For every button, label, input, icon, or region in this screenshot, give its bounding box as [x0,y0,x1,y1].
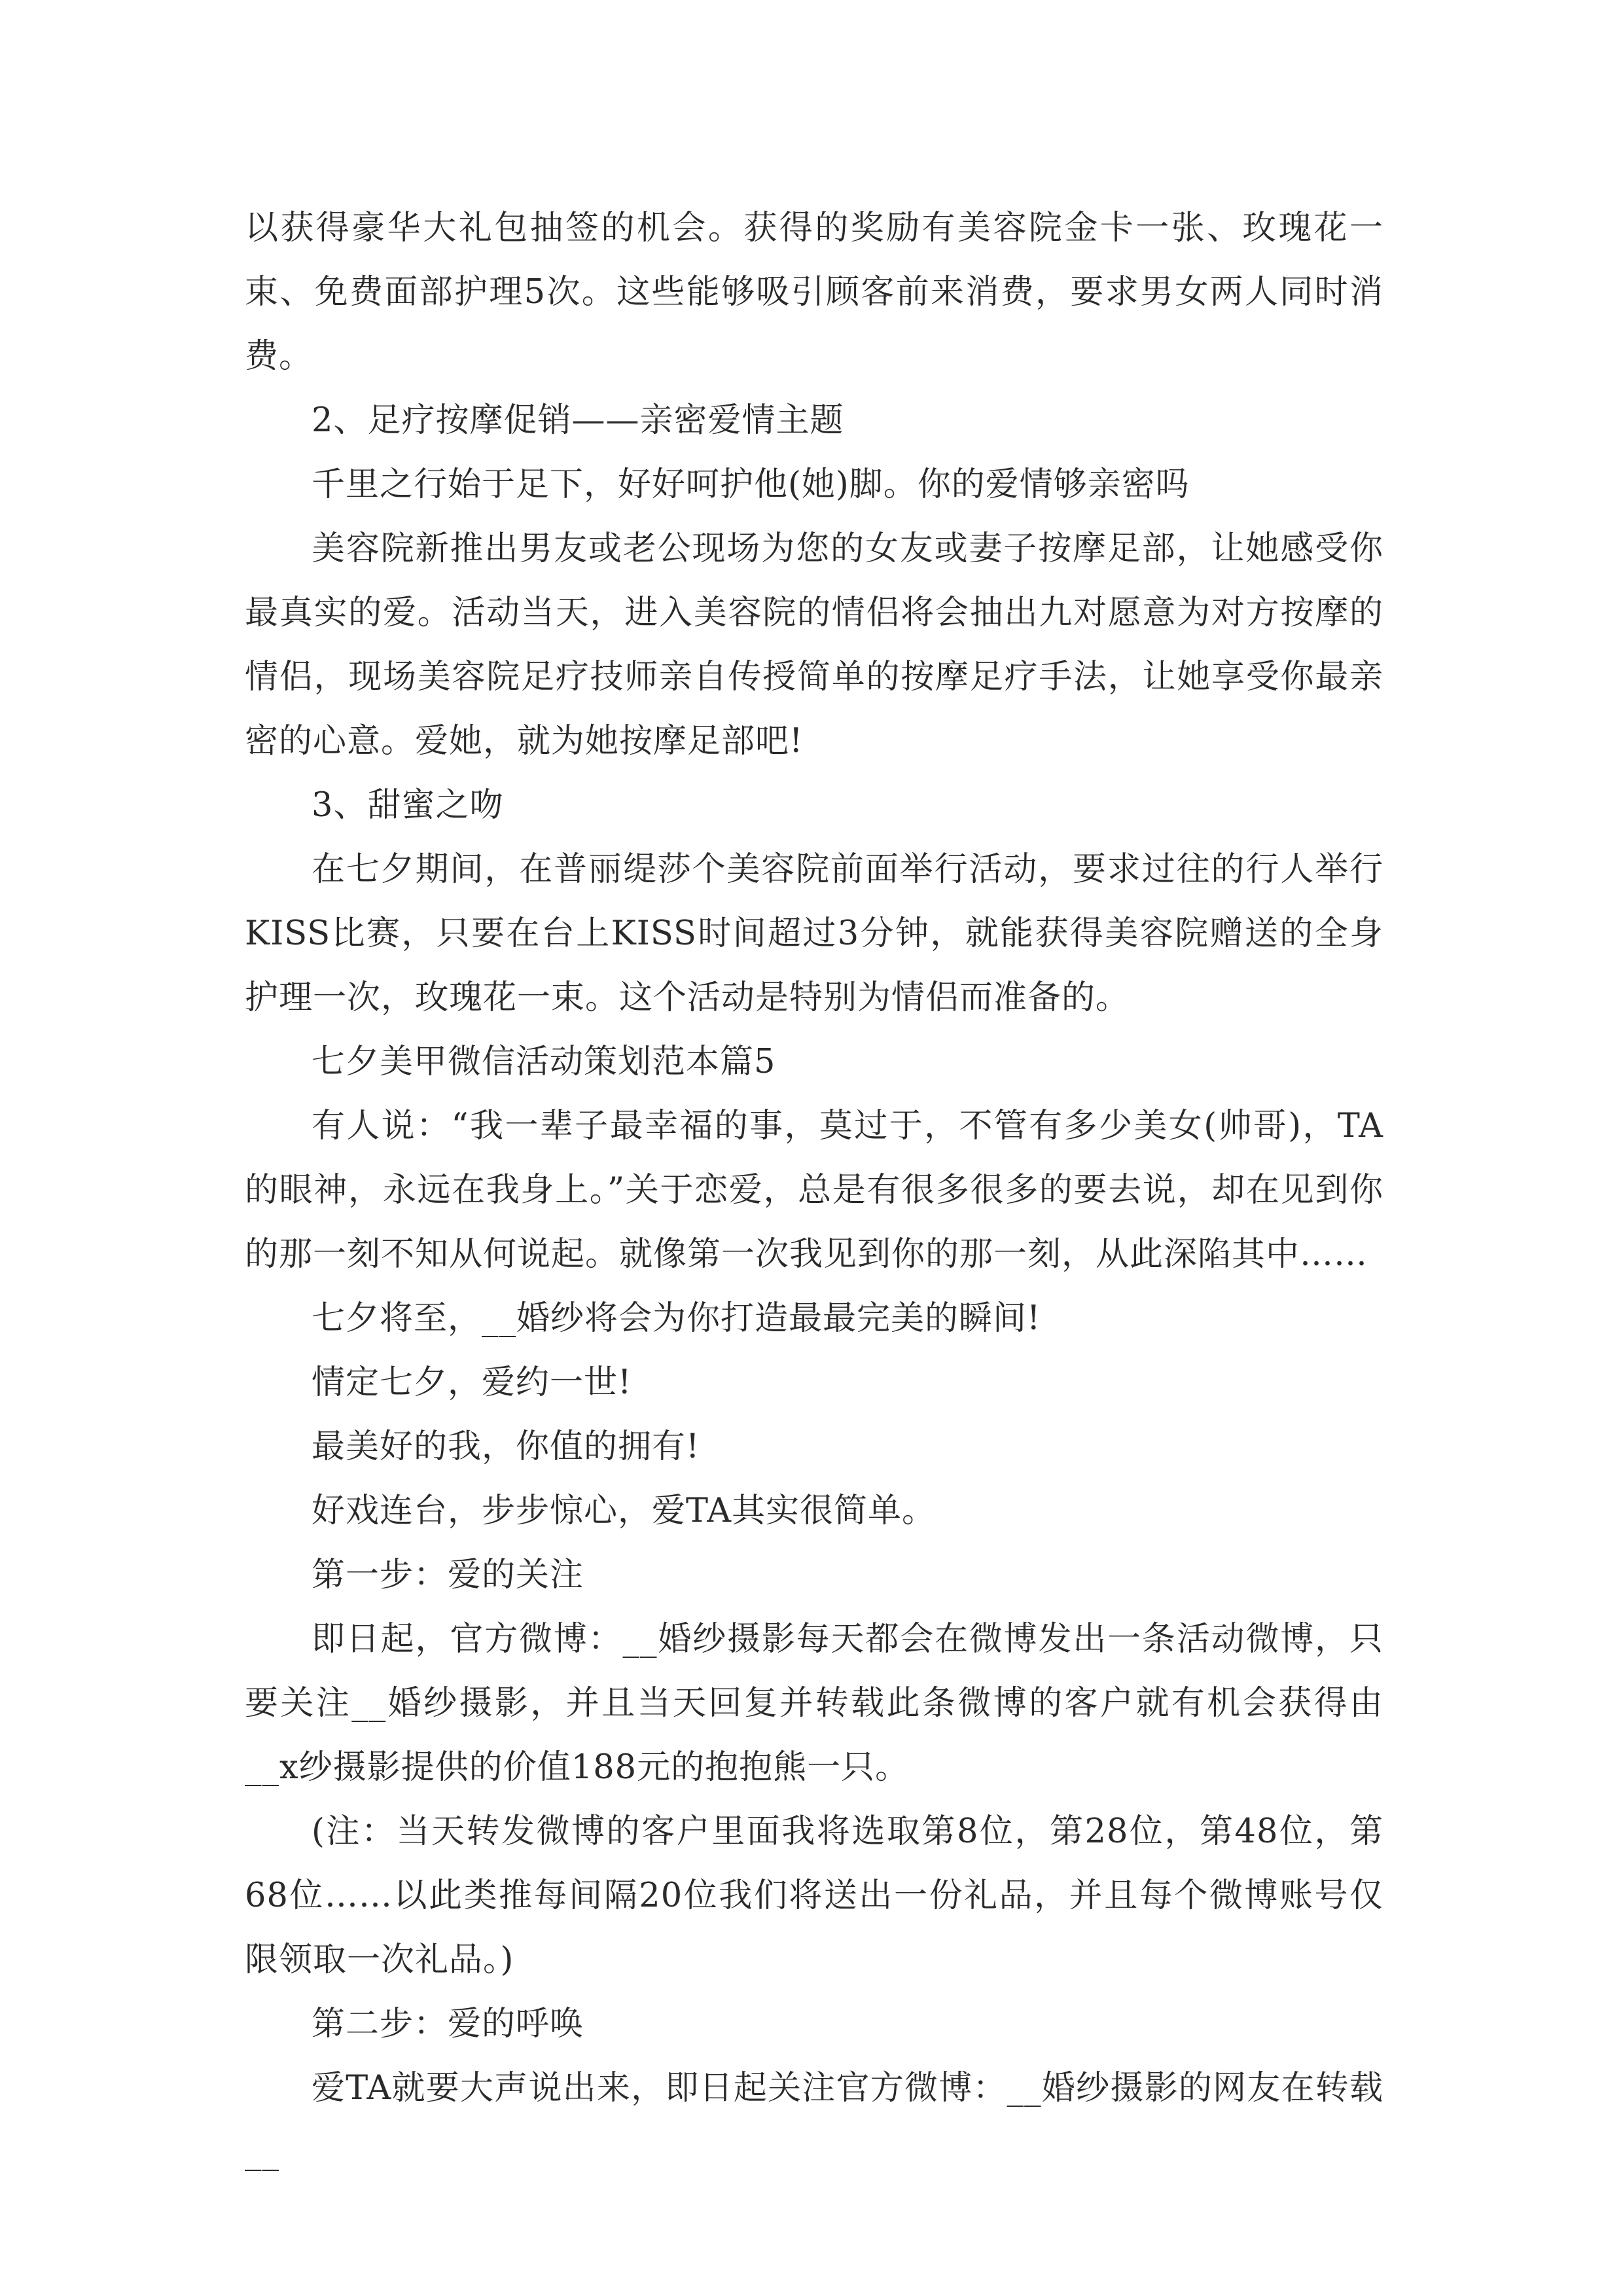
section-heading-step-two: 第二步：爱的呼唤 [312,2005,584,2043]
paragraph-kiss-contest: 在七夕期间，在普丽缇莎个美容院前面举行活动，要求过往的行人举行KISS比赛，只要在台上KISS时间超过3分钟，就能获得美容院赠送的全身护理一次，玫瑰花一束。这个活动是特别为情侣而准备的。 [245,850,1383,1017]
section-heading-foot-massage: 2、足疗按摩促销——亲密爱情主题 [312,401,844,440]
paragraph-slogan-best: 最美好的我，你值的拥有! [312,1427,700,1466]
paragraph-slogan-love: 情定七夕，爱约一世! [312,1363,632,1402]
paragraph-prize-continuation: 以获得豪华大礼包抽签的机会。获得的奖励有美容院金卡一张、玫瑰花一束、免费面部护理5次。这些能够吸引顾客前来消费，要求男女两人同时消费。 [245,209,1383,376]
paragraph-step-one-detail: 即日起，官方微博：__婚纱摄影每天都会在微博发出一条活动微博，只要关注__婚纱摄影，并且当天回复并转载此条微博的客户就有机会获得由__x纱摄影提供的价值188元的抱抱熊一只。 [245,1620,1383,1787]
paragraph-qixi-coming: 七夕将至，__婚纱将会为你打造最最完美的瞬间! [312,1299,1041,1338]
paragraph-slogan-simple: 好戏连台，步步惊心，爱TA其实很简单。 [312,1492,936,1530]
paragraph-quote-intro: 有人说：“我一辈子最幸福的事，莫过于，不管有多少美女(帅哥)，TA的眼神，永远在我身上。”关于恋爱，总是有很多很多的要去说，却在见到你的那一刻不知从何说起。就像第一次我见到你的那一刻，从此深陷其中…… [245,1107,1383,1274]
section-heading-article-5: 七夕美甲微信活动策划范本篇5 [312,1043,776,1081]
paragraph-foot-massage-detail: 美容院新推出男友或老公现场为您的女友或妻子按摩足部，让她感受你最真实的爱。活动当天，进入美容院的情侣将会抽出九对愿意为对方按摩的情侣，现场美容院足疗技师亲自传授简单的按摩足疗手法，让她享受你最亲密的心意。爱她，就为她按摩足部吧! [245,529,1383,761]
document-body [245,196,1383,2185]
paragraph-step-two-detail: 爱TA就要大声说出来，即日起关注官方微博：__婚纱摄影的网友在转载__ [245,2069,1383,2172]
paragraph-foot-slogan: 千里之行始于足下，好好呵护他(她)脚。你的爱情够亲密吗 [312,465,1190,504]
paragraph-step-one-note: (注：当天转发微博的客户里面我将选取第8位，第28位，第48位，第68位……以此类推每间隔20位我们将送出一份礼品，并且每个微博账号仅限领取一次礼品。) [245,1812,1383,1979]
section-heading-sweet-kiss: 3、甜蜜之吻 [312,786,504,825]
section-heading-step-one: 第一步：爱的关注 [312,1556,584,1594]
